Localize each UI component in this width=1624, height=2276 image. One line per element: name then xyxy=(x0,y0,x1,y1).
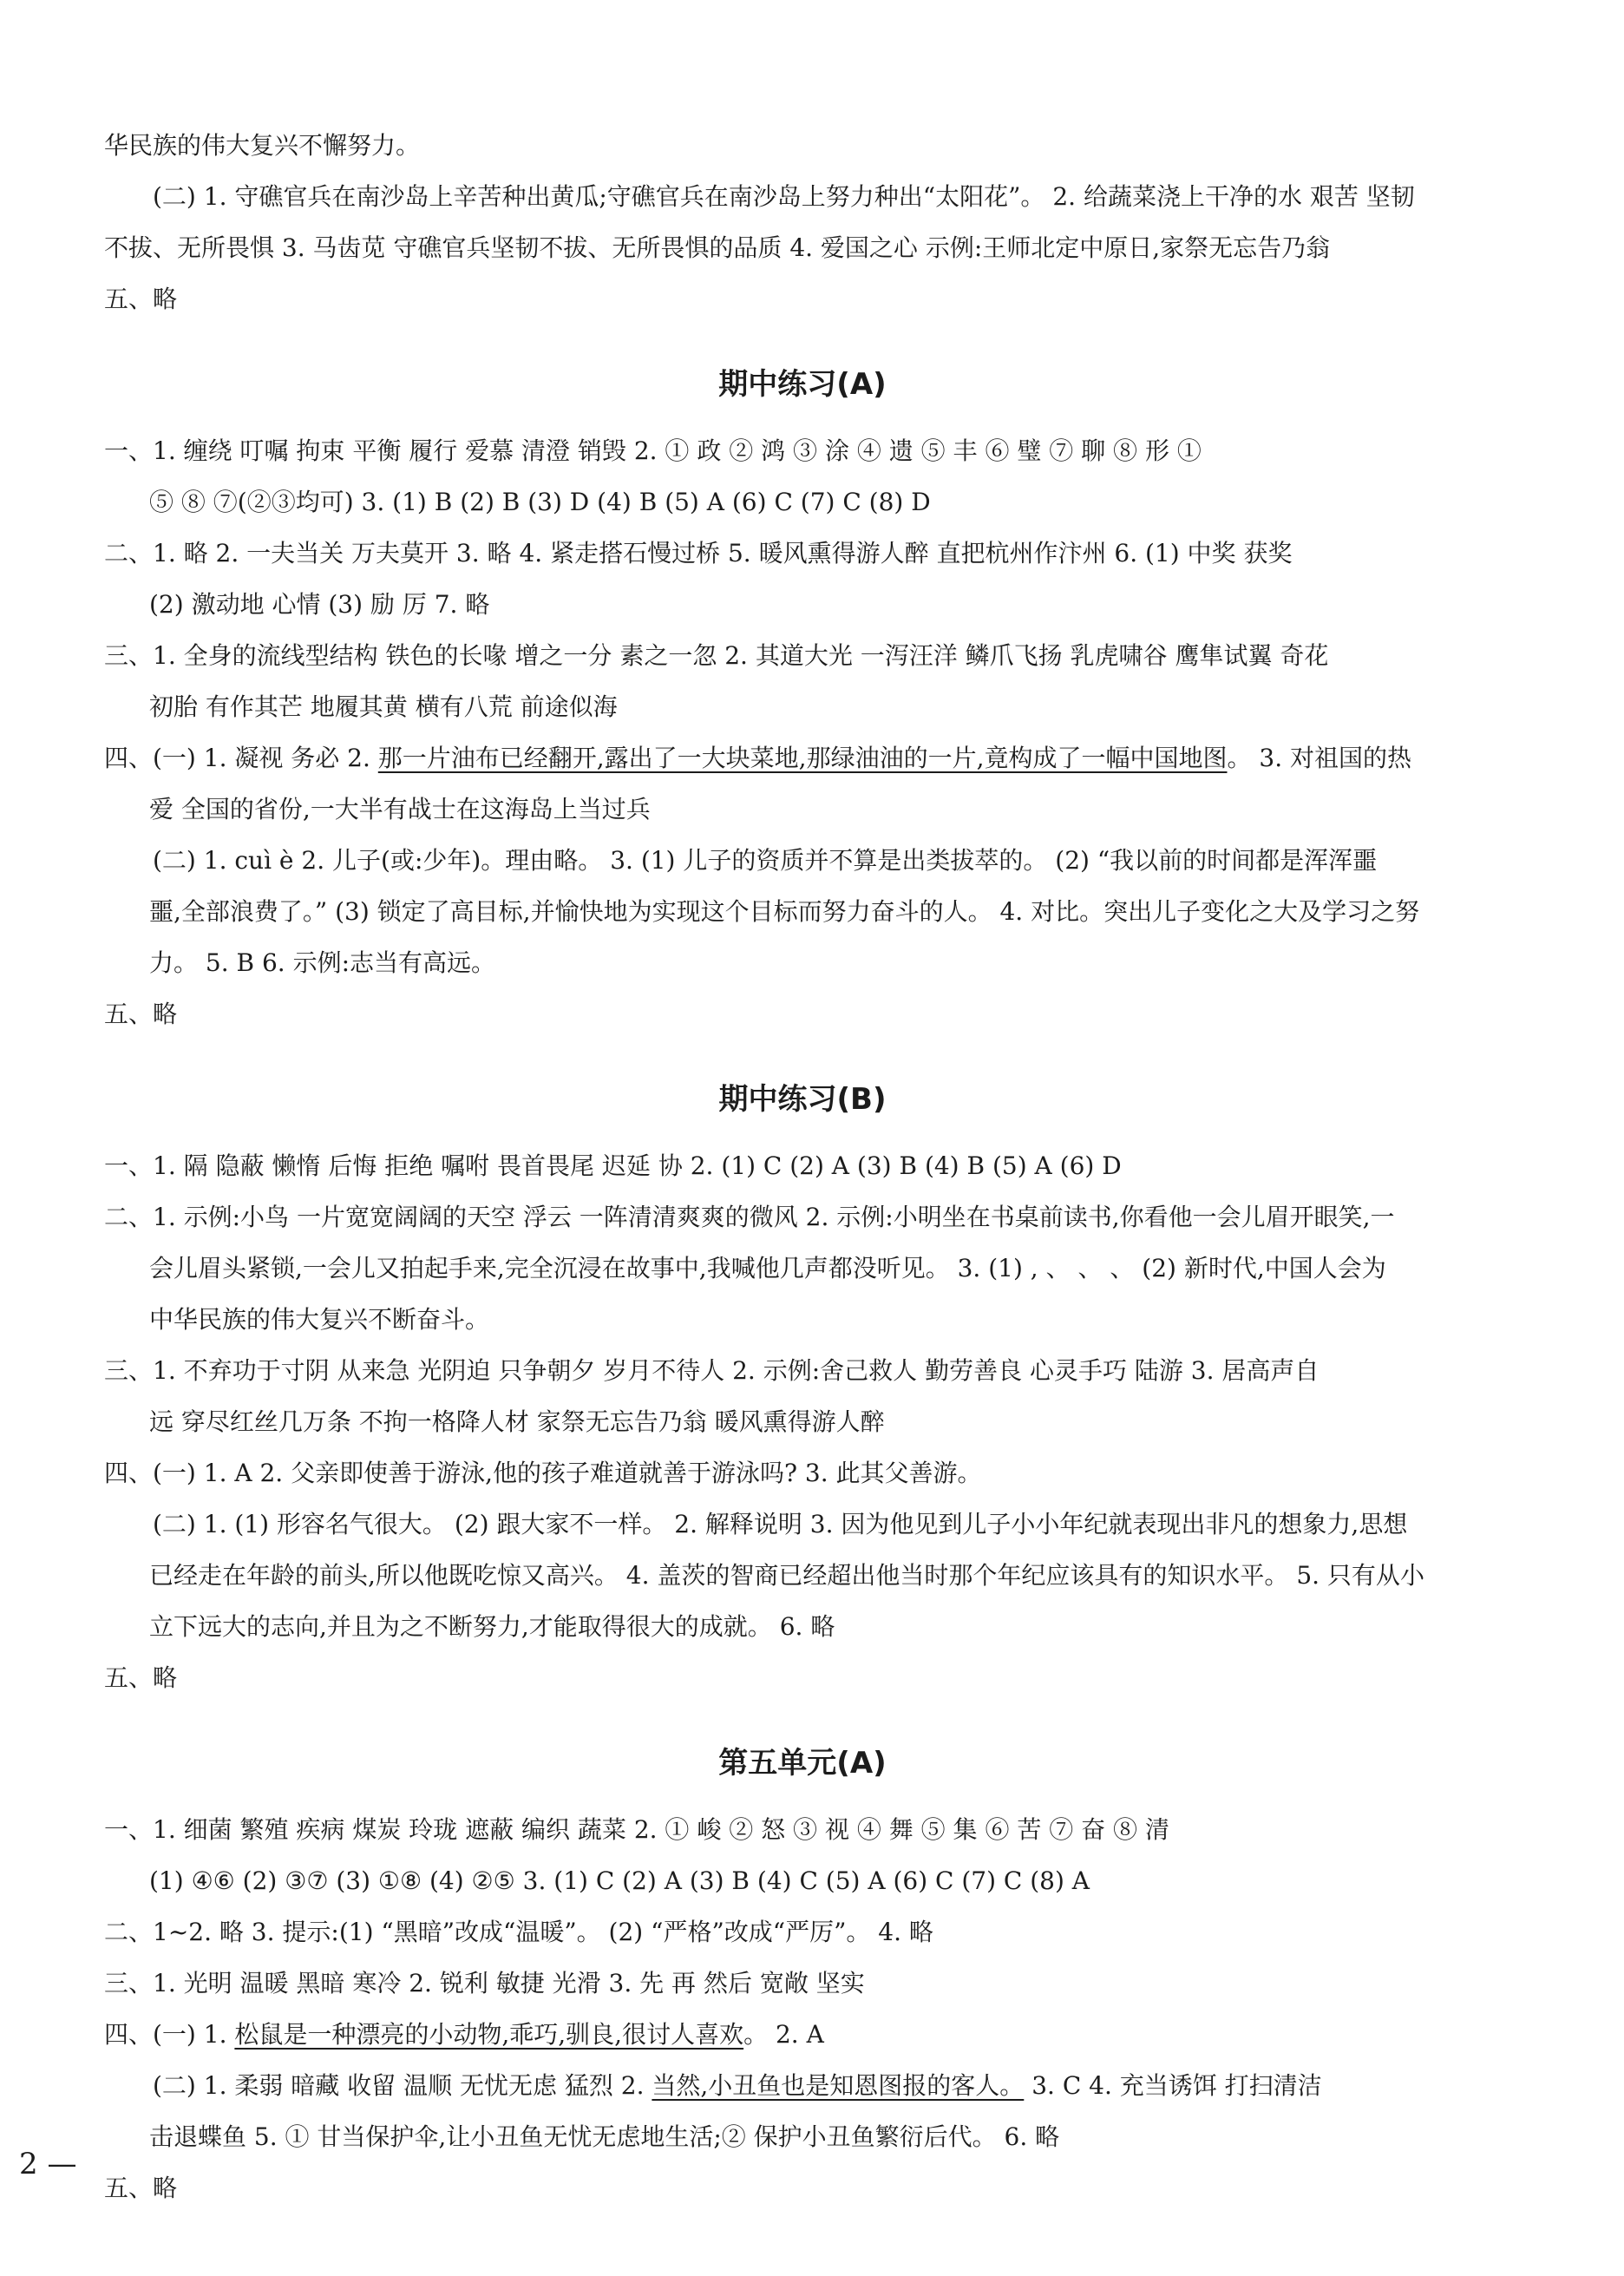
section-title: 期中练习(A) xyxy=(718,367,887,402)
answer-line: 一、1. 细菌 繁殖 疾病 煤炭 玲珑 遮蔽 编织 蔬菜 2. ① 峻 ② 怒 ③ 视 ④ 舞 ⑤ 集 ⑥ 苦 ⑦ 奋 ⑧ 清 xyxy=(104,1815,1169,1844)
answer-line: 远 穿尽红丝几万条 不拘一格降人材 家祭无忘告乃翁 暖风熏得游人醉 xyxy=(149,1407,885,1436)
underlined-sentence: 当然,小丑鱼也是知恩图报的客人。 xyxy=(652,2071,1025,2100)
line-prefix: 四、(一) 1. xyxy=(104,2020,235,2049)
answer-line: 立下远大的志向,并且为之不断努力,才能取得很大的成就。 6. 略 xyxy=(149,1612,835,1641)
answer-line: 初胎 有作其芒 地履其黄 横有八荒 前途似海 xyxy=(149,692,618,721)
section-title: 第五单元(A) xyxy=(718,1746,887,1781)
line-prefix: (二) 1. 柔弱 暗藏 收留 温顺 无忧无虑 猛烈 2. xyxy=(153,2071,652,2100)
answer-line: 一、1. 隔 隐蔽 懒惰 后悔 拒绝 嘱咐 畏首畏尾 迟延 协 2. (1) C (2) A (3) B (4) B (5) A (6) D xyxy=(104,1151,1122,1180)
answer-line: (1) ④⑥ (2) ③⑦ (3) ①⑧ (4) ②⑤ 3. (1) C (2) A (3) B (4) C (5) A (6) C (7) C (8) A xyxy=(149,1866,1090,1895)
section-unit-five-a xyxy=(104,1804,1501,2214)
answer-line: (二) 1. 守礁官兵在南沙岛上辛苦种出黄瓜;守礁官兵在南沙岛上努力种出“太阳花”。 2. 给蔬菜浇上干净的水 艰苦 坚韧 xyxy=(153,182,1415,211)
answer-line: (2) 激动地 心情 (3) 励 厉 7. 略 xyxy=(149,590,490,619)
underlined-sentence: 那一片油布已经翻开,露出了一大块菜地,那绿油油的一片,竟构成了一幅中国地图 xyxy=(377,744,1228,772)
answer-line: (二) 1. cuì è 2. 儿子(或:少年)。理由略。 3. (1) 儿子的资质并不算是出类拔萃的。 (2) “我以前的时间都是浑浑噩 xyxy=(153,846,1378,875)
answer-line: (二) 1. (1) 形容名气很大。 (2) 跟大家不一样。 2. 解释说明 3. 因为他见到儿子小小年纪就表现出非凡的想象力,思想 xyxy=(153,1510,1408,1538)
answer-line: 三、1. 不弃功于寸阴 从来急 光阴迫 只争朝夕 岁月不待人 2. 示例:舍己救人 勤劳善良 心灵手巧 陆游 3. 居高声自 xyxy=(104,1356,1320,1385)
answer-line: 噩,全部浪费了。” (3) 锁定了高目标,并愉快地为实现这个目标而努力奋斗的人。 4. 对比。突出儿子变化之大及学习之努 xyxy=(149,897,1420,926)
answer-line: 会儿眉头紧锁,一会儿又拍起手来,完全沉浸在故事中,我喊他几声都没听见。 3. (1) , 、 、 、 (2) 新时代,中国人会为 xyxy=(149,1254,1386,1282)
answer-line: 华民族的伟大复兴不懈努力。 xyxy=(104,131,421,160)
section-midterm-b xyxy=(104,1140,1501,1703)
answer-line xyxy=(104,2060,1501,2111)
answer-line: 三、1. 全身的流线型结构 铁色的长喙 增之一分 素之一忽 2. 其道大光 一泻汪洋 鳞爪飞扬 乳虎啸谷 鹰隼试翼 奇花 xyxy=(104,641,1329,670)
answer-line: 五、略 xyxy=(104,285,178,313)
answer-line: 五、略 xyxy=(104,2174,178,2202)
answer-line: 中华民族的伟大复兴不断奋斗。 xyxy=(149,1305,490,1334)
answer-line: 二、1. 略 2. 一夫当关 万夫莫开 3. 略 4. 紧走搭石慢过桥 5. 暖风熏得游人醉 直把杭州作汴州 6. (1) 中奖 获奖 xyxy=(104,539,1293,567)
line-prefix: 四、(一) 1. 凝视 务必 2. xyxy=(104,744,378,772)
underlined-sentence: 松鼠是一种漂亮的小动物,乖巧,驯良,很讨人喜欢 xyxy=(234,2020,744,2049)
answer-line: ⑤ ⑧ ⑦(②③均可) 3. (1) B (2) B (3) D (4) B (5) A (6) C (7) C (8) D xyxy=(149,488,931,516)
answer-line: 击退蝶鱼 5. ① 甘当保护伞,让小丑鱼无忧无虑地生活;② 保护小丑鱼繁衍后代。 6. 略 xyxy=(149,2122,1060,2151)
answer-line: 二、1. 示例:小鸟 一片宽宽阔阔的天空 浮云 一阵清清爽爽的微风 2. 示例:小明坐在书桌前读书,你看他一会儿眉开眼笑,一 xyxy=(104,1203,1395,1231)
answer-line xyxy=(104,2009,1501,2060)
line-suffix: 。 3. 对祖国的热 xyxy=(1227,744,1412,772)
page-number: 2 — xyxy=(19,2147,77,2181)
line-suffix: 3. C 4. 充当诱饵 打扫清洁 xyxy=(1024,2071,1322,2100)
answer-line: 三、1. 光明 温暖 黑暗 寒冷 2. 锐利 敏捷 光滑 3. 先 再 然后 宽敞 坚实 xyxy=(104,1969,865,1997)
section-midterm-a xyxy=(104,425,1501,1040)
answer-line: 爱 全国的省份,一大半有战士在这海岛上当过兵 xyxy=(149,795,651,823)
answer-line: 力。 5. B 6. 示例:志当有高远。 xyxy=(149,948,496,977)
answer-line: 已经走在年龄的前头,所以他既吃惊又高兴。 4. 盖茨的智商已经超出他当时那个年纪应该具有的知识水平。 5. 只有从小 xyxy=(149,1561,1424,1590)
answer-line: 五、略 xyxy=(104,1000,178,1028)
section-title: 期中练习(B) xyxy=(718,1082,887,1117)
answer-line: 一、1. 缠绕 叮嘱 拘束 平衡 履行 爱慕 清澄 销毁 2. ① 政 ② 鸿 ③ 涂 ④ 遗 ⑤ 丰 ⑥ 璧 ⑦ 聊 ⑧ 形 ① xyxy=(104,436,1202,465)
answer-line: 二、1~2. 略 3. 提示:(1) “黑暗”改成“温暖”。 (2) “严格”改成“严厉”。 4. 略 xyxy=(104,1918,933,1946)
intro-block xyxy=(104,120,1501,325)
answer-line: 四、(一) 1. A 2. 父亲即使善于游泳,他的孩子难道就善于游泳吗? 3. 此其父善游。 xyxy=(104,1459,982,1487)
line-suffix: 。 2. A xyxy=(743,2020,824,2049)
page-content xyxy=(104,120,1501,2214)
answer-line xyxy=(104,732,1501,784)
answer-line: 五、略 xyxy=(104,1663,178,1692)
answer-line: 不拔、无所畏惧 3. 马齿苋 守礁官兵坚韧不拔、无所畏惧的品质 4. 爱国之心 示例:王师北定中原日,家祭无忘告乃翁 xyxy=(104,233,1331,262)
